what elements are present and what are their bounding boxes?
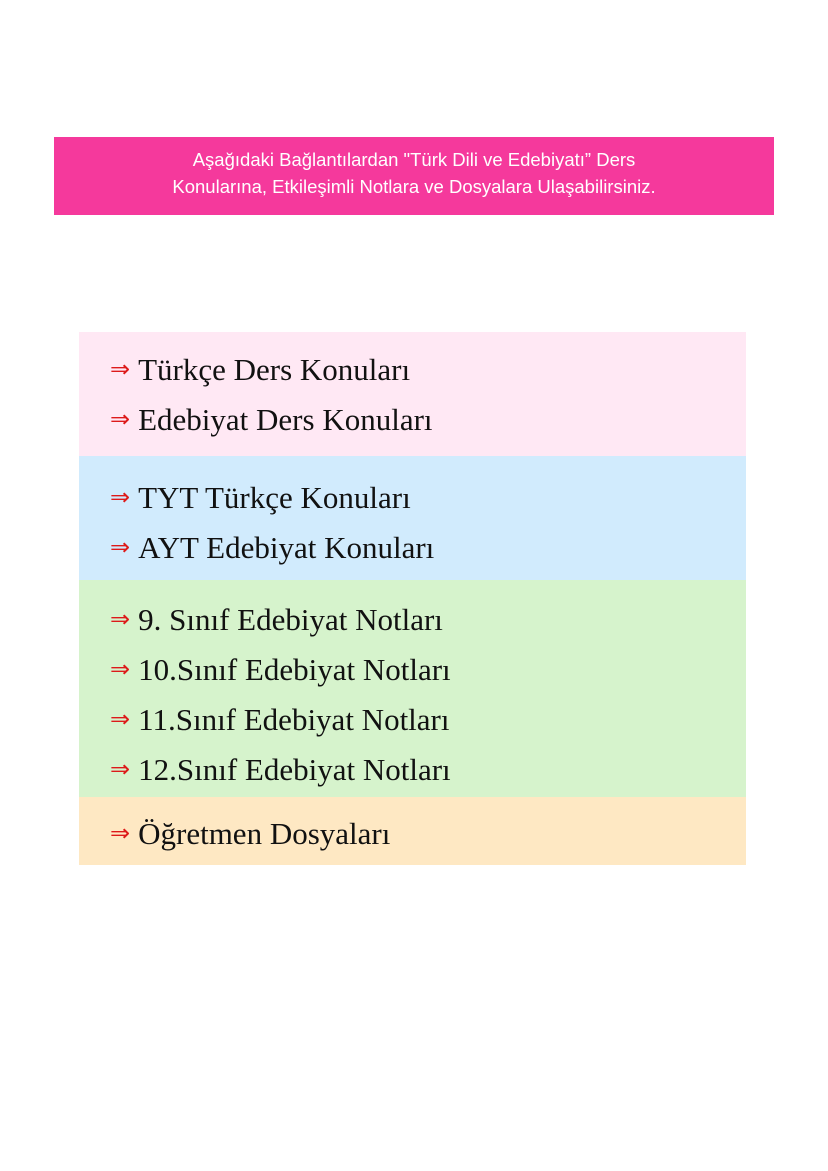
arrow-icon: ⇒	[110, 605, 131, 633]
link-edebiyat-ders-konulari[interactable]	[110, 398, 433, 440]
arrow-icon: ⇒	[110, 655, 131, 683]
link-10-sinif-edebiyat-notlari[interactable]	[110, 648, 451, 690]
arrow-icon: ⇒	[110, 819, 131, 847]
banner-line-1: Aşağıdaki Bağlantılardan "Türk Dili ve Edebiyatı” Ders	[192, 149, 636, 170]
link-ayt-edebiyat-konulari[interactable]	[110, 526, 434, 568]
arrow-icon: ⇒	[110, 533, 131, 561]
link-label: Öğretmen Dosyaları	[138, 815, 391, 851]
arrow-icon: ⇒	[110, 355, 131, 383]
link-label: Edebiyat Ders Konuları	[138, 401, 433, 437]
link-ogretmen-dosyalari[interactable]	[110, 812, 390, 854]
arrow-icon: ⇒	[110, 755, 131, 783]
arrow-icon: ⇒	[110, 705, 131, 733]
section-ogretmen-dosyalari	[79, 797, 746, 865]
arrow-icon: ⇒	[110, 405, 131, 433]
section-ders-konulari	[79, 332, 746, 456]
link-turkce-ders-konulari[interactable]	[110, 348, 410, 390]
link-label: AYT Edebiyat Konuları	[138, 529, 435, 565]
link-label: Türkçe Ders Konuları	[138, 351, 411, 387]
link-label: 9. Sınıf Edebiyat Notları	[138, 601, 443, 637]
arrow-icon: ⇒	[110, 483, 131, 511]
section-sinif-notlari	[79, 580, 746, 797]
link-label: 11.Sınıf Edebiyat Notları	[138, 701, 450, 737]
link-tyt-turkce-konulari[interactable]	[110, 476, 411, 518]
link-label: 12.Sınıf Edebiyat Notları	[138, 751, 451, 787]
header-banner	[54, 137, 774, 215]
link-label: 10.Sınıf Edebiyat Notları	[138, 651, 451, 687]
banner-line-2: Konularına, Etkileşimli Notlara ve Dosyalara Ulaşabilirsiniz.	[172, 176, 656, 197]
link-9-sinif-edebiyat-notlari[interactable]	[110, 598, 443, 640]
link-11-sinif-edebiyat-notlari[interactable]	[110, 698, 450, 740]
section-tyt-ayt	[79, 456, 746, 580]
link-label: TYT Türkçe Konuları	[138, 479, 411, 515]
link-12-sinif-edebiyat-notlari[interactable]	[110, 748, 451, 790]
